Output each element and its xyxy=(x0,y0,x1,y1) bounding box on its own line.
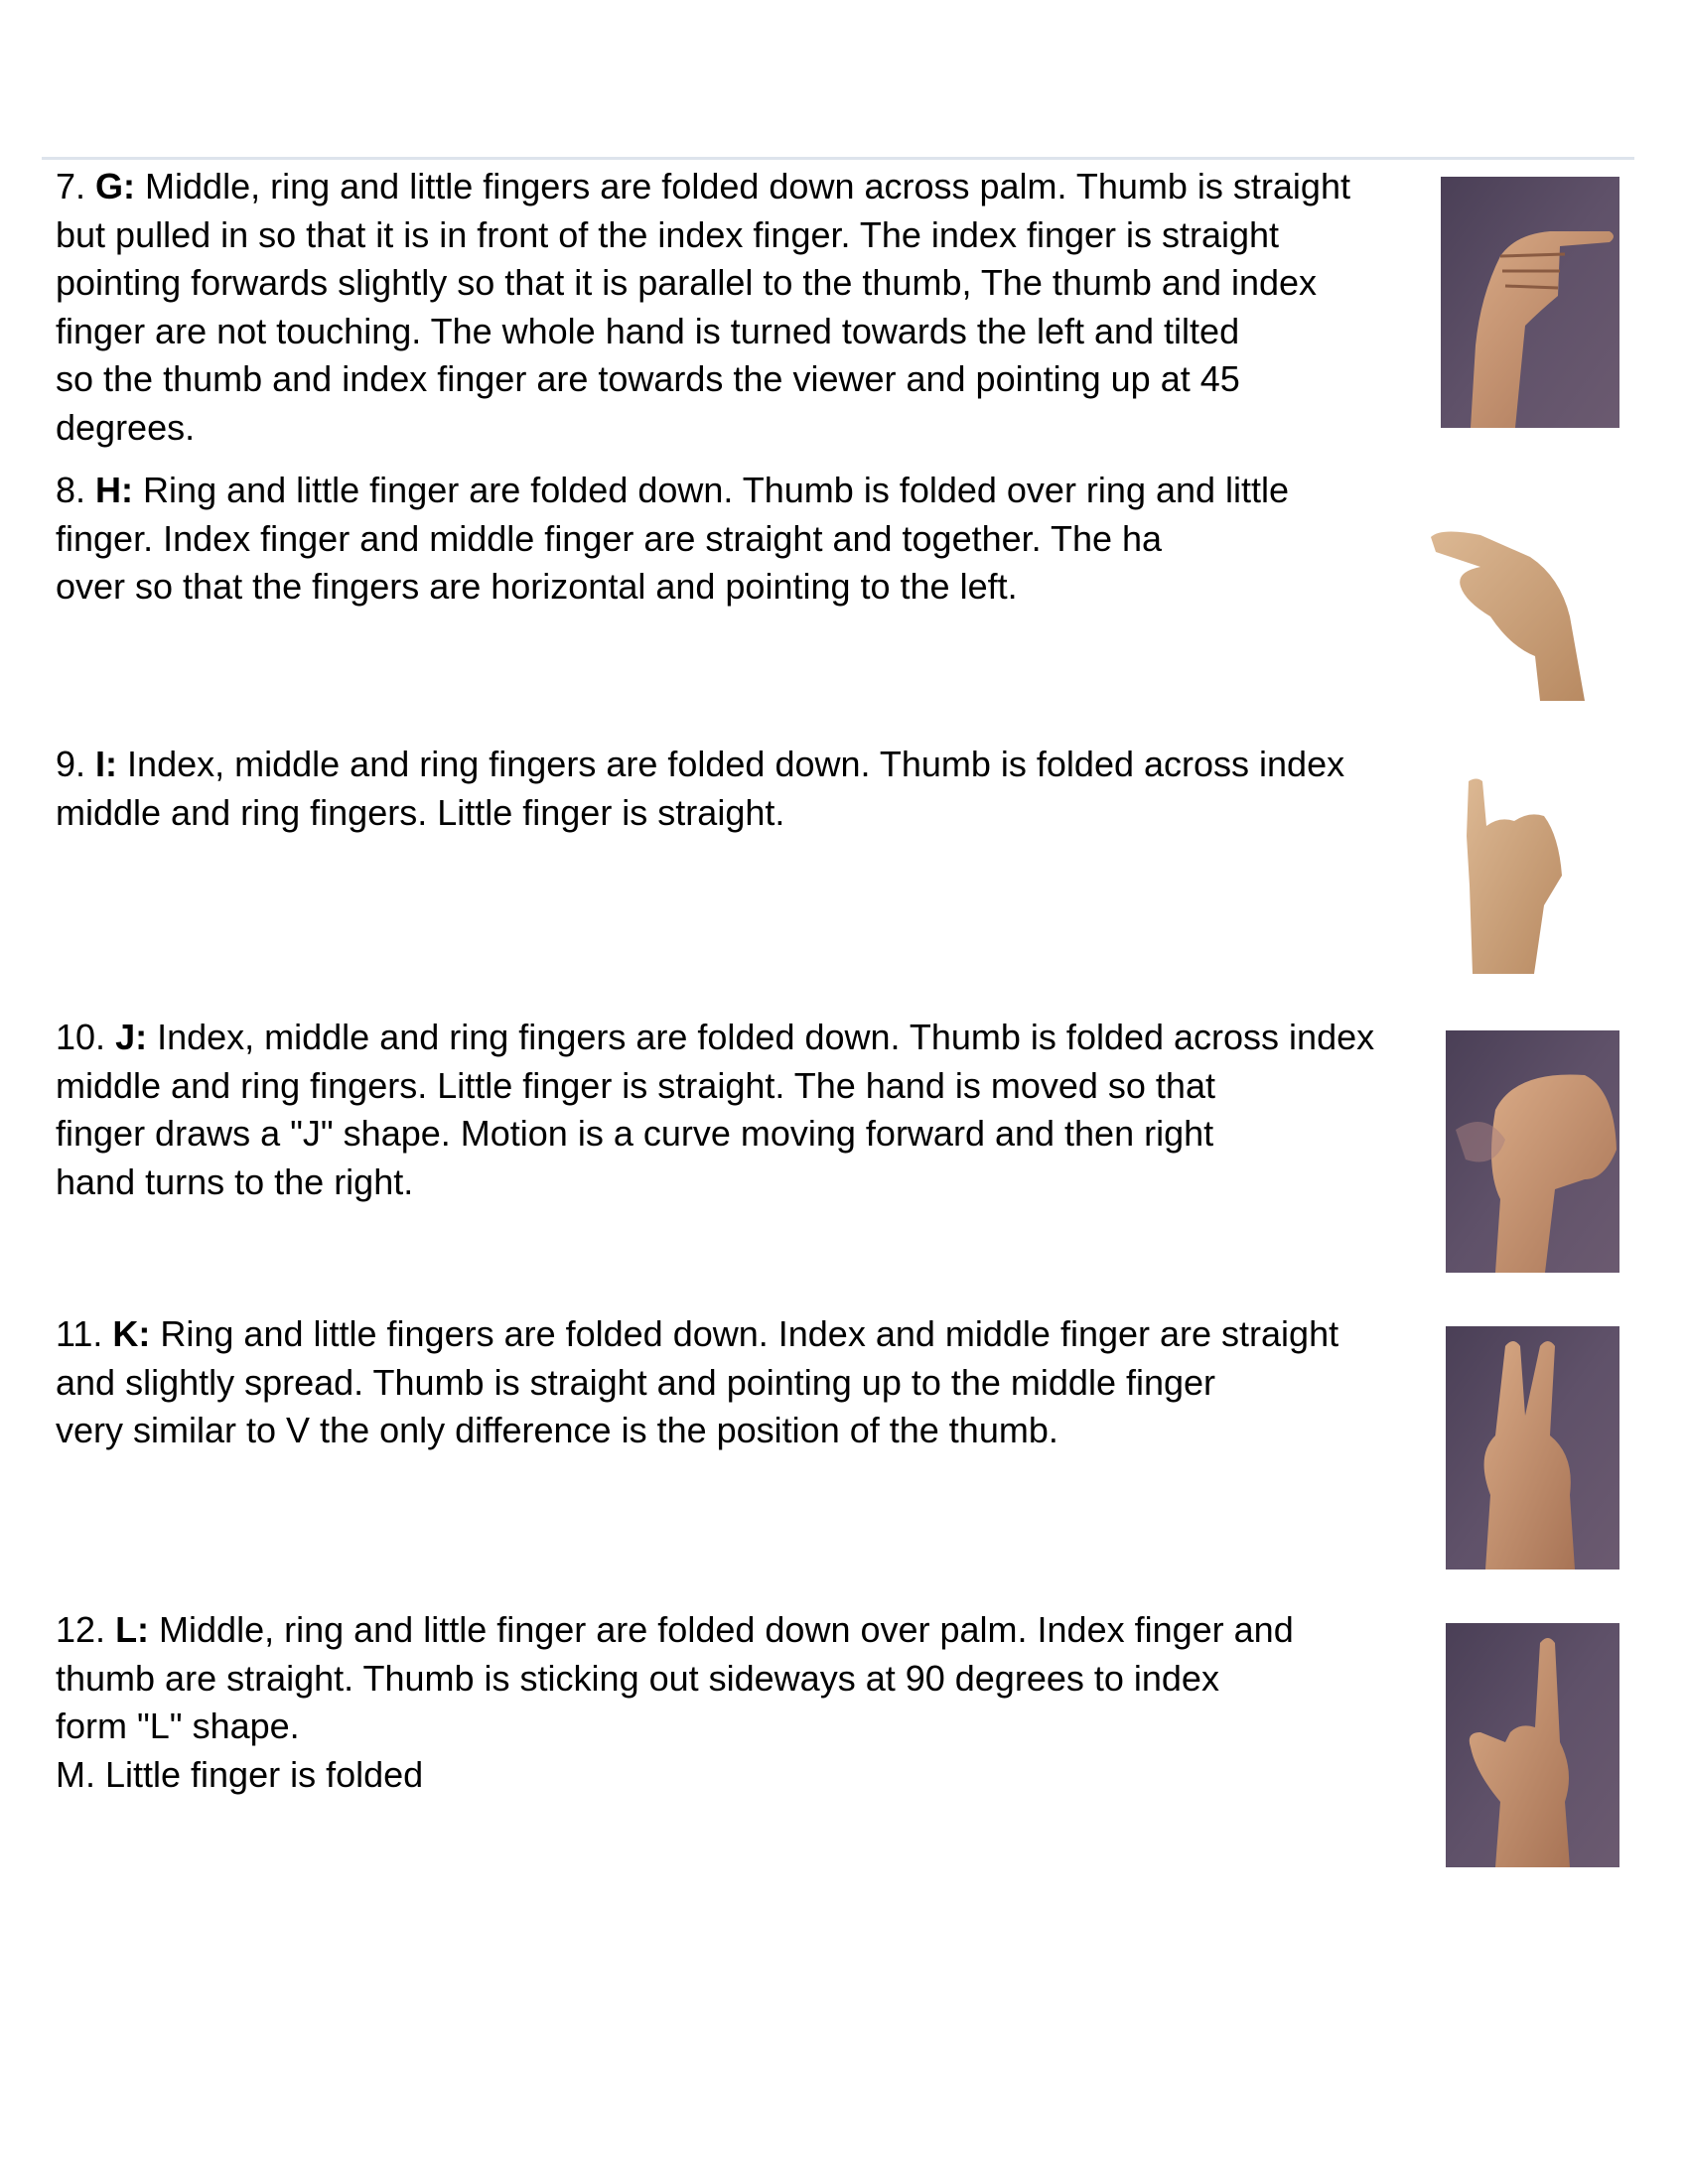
hand-sign-l-photo xyxy=(1446,1623,1619,1867)
text-line: Ring and little fingers are folded down. Index and middle finger are straight xyxy=(150,1313,1339,1354)
entry-number: 10. xyxy=(56,1017,106,1057)
entry-number: 12. xyxy=(56,1609,106,1650)
entry-k xyxy=(56,1310,1644,1455)
hand-sign-g-photo xyxy=(1441,177,1619,428)
hand-sign-h-photo xyxy=(1421,517,1593,701)
text-line: finger are not touching. The whole hand is turned towards the left and tilted xyxy=(56,310,1240,351)
text-line: over so that the fingers are horizontal and pointing to the left. xyxy=(56,566,1018,608)
entry-g xyxy=(56,163,1644,453)
entry-i xyxy=(56,741,1644,837)
entry-number: 9. xyxy=(56,744,86,784)
text-line: middle and ring fingers. Little finger is straight. xyxy=(56,791,785,833)
text-line: hand turns to the right. xyxy=(56,1160,414,1202)
hand-sign-k-photo xyxy=(1446,1326,1619,1570)
text-line: finger draws a "J" shape. Motion is a curve moving forward and then right xyxy=(56,1113,1214,1155)
entry-letter: J: xyxy=(115,1017,148,1057)
entry-letter: K: xyxy=(112,1313,151,1354)
text-line: Ring and little finger are folded down. Thumb is folded over ring and little xyxy=(133,470,1290,510)
text-line: very similar to V the only difference is the position of the thumb. xyxy=(56,1410,1058,1451)
entry-j xyxy=(56,1014,1644,1206)
text-line: thumb are straight. Thumb is sticking out sideways at 90 degrees to index xyxy=(56,1657,1219,1699)
entry-letter: H: xyxy=(95,470,134,510)
text-line: so the thumb and index finger are towards the viewer and pointing up at 45 xyxy=(56,358,1240,400)
text-line: Index, middle and ring fingers are folded down. Thumb is folded across index xyxy=(117,744,1345,784)
text-line: M. Little finger is folded xyxy=(56,1753,424,1795)
entry-number: 7. xyxy=(56,166,86,206)
entry-l xyxy=(56,1606,1644,1799)
text-line: but pulled in so that it is in front of the index finger. The index finger is straight xyxy=(56,213,1280,255)
entry-h xyxy=(56,467,1644,612)
hand-sign-i-photo xyxy=(1465,776,1568,974)
text-line: middle and ring fingers. Little finger is straight. The hand is moved so that xyxy=(56,1064,1215,1106)
entry-number: 11. xyxy=(56,1313,103,1354)
entry-letter: I: xyxy=(95,744,118,784)
text-line: and slightly spread. Thumb is straight and pointing up to the middle finger xyxy=(56,1361,1216,1403)
text-line: Middle, ring and little finger are folded down over palm. Index finger and xyxy=(149,1609,1294,1650)
text-line: Middle, ring and little fingers are folded down across palm. Thumb is straight xyxy=(135,166,1350,206)
entry-letter: L: xyxy=(115,1609,150,1650)
text-line: Index, middle and ring fingers are folded down. Thumb is folded across index xyxy=(147,1017,1375,1057)
text-line: finger. Index finger and middle finger are straight and together. The ha xyxy=(56,517,1163,559)
text-line: form "L" shape. xyxy=(56,1706,300,1747)
text-line: degrees. xyxy=(56,406,196,448)
entry-letter: G: xyxy=(95,166,136,206)
top-divider xyxy=(42,157,1634,160)
entry-number: 8. xyxy=(56,470,86,510)
hand-sign-j-photo xyxy=(1446,1030,1619,1273)
text-line: pointing forwards slightly so that it is parallel to the thumb, The thumb and index xyxy=(56,262,1318,304)
